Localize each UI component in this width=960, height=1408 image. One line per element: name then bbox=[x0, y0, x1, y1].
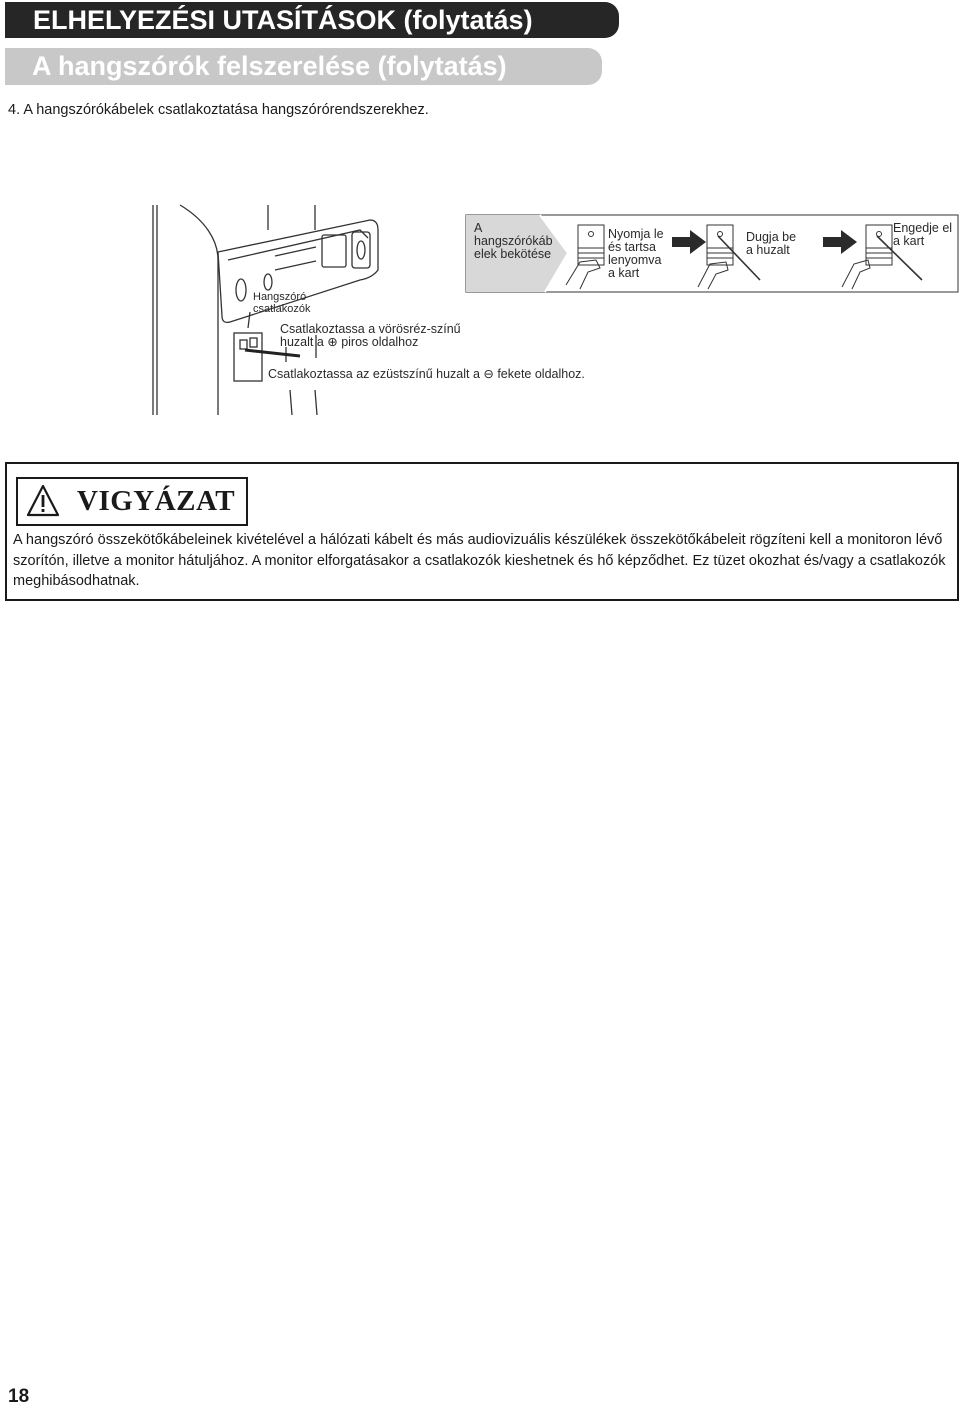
page-number: 18 bbox=[8, 1386, 30, 1407]
subsection-title: A hangszórók felszerelése (folytatás) bbox=[32, 51, 507, 81]
red-wire-instruction: Csatlakoztassa a vörösréz-színű huzalt a ⊕ piros oldalhoz bbox=[280, 322, 461, 349]
step-heading: 4. A hangszórókábelek csatlakoztatása hangszórórendszerekhez. bbox=[8, 102, 429, 118]
step-press-label: Nyomja le és tartsa lenyomva a kart bbox=[608, 227, 664, 280]
step-release-label: Engedje el a kart bbox=[893, 221, 953, 248]
caution-panel bbox=[5, 462, 959, 601]
caution-title-box bbox=[16, 477, 248, 526]
wiring-steps-title: A hangszórókáb elek bekötése bbox=[474, 221, 553, 261]
subsection-header bbox=[5, 48, 602, 85]
silver-wire-instruction: Csatlakoztassa az ezüstszínű huzalt a ⊖ fekete oldalhoz. bbox=[268, 367, 585, 381]
speaker-wire-drawing bbox=[245, 350, 300, 356]
section-title: ELHELYEZÉSI UTASÍTÁSOK (folytatás) bbox=[33, 5, 533, 35]
step-insert-label: Dugja be a huzalt bbox=[746, 230, 797, 257]
caution-text: A hangszóró összekötőkábeleinek kivételével a hálózati kábelt és más audiovizuális készülékek összekötőkábeleit rögzíteni kell a monitoron lévő szorítón, illetve a monitor hátuljához. A monitor elforgatásakor a csatlakozók kieshetnek és hő képződhet. Ez tüzet okozhat és/vagy a csatlakozók meghibásodhatnak. bbox=[13, 532, 946, 589]
warning-triangle-icon bbox=[26, 484, 60, 518]
caution-title: VIGYÁZAT bbox=[77, 485, 236, 517]
section-header bbox=[5, 2, 619, 38]
speaker-wiring-figure bbox=[0, 190, 960, 430]
speaker-connectors-label: Hangszóró csatlakozók bbox=[253, 291, 311, 315]
